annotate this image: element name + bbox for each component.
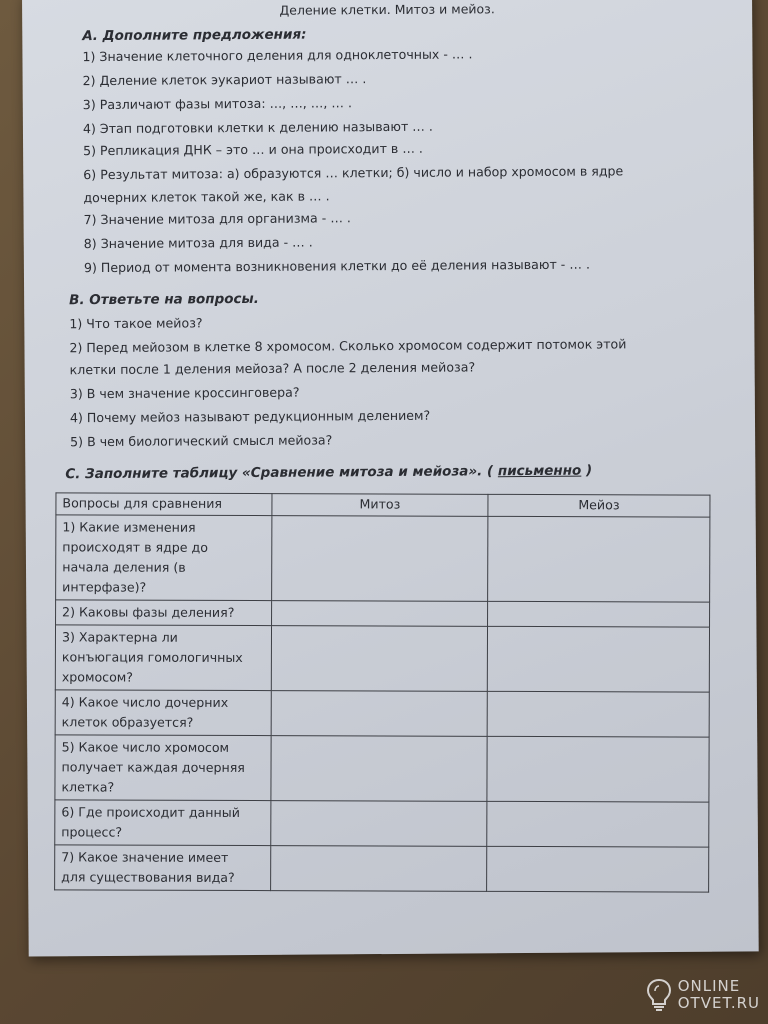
mitosis-answer-cell — [271, 691, 487, 737]
table-row — [56, 600, 710, 627]
mitosis-answer-cell — [271, 736, 487, 802]
question-cell — [56, 600, 272, 626]
question-line: начала деления (в — [62, 559, 186, 575]
mitosis-answer-cell — [272, 516, 488, 602]
watermark-line-2: OTVET.RU — [677, 994, 760, 1012]
comparison-table — [54, 492, 710, 892]
table-row — [55, 845, 709, 892]
question-line: 4) Какое число дочерних — [61, 694, 229, 710]
section-a-item: 9) Период от момента возникновения клетки до её деления называют - … . — [83, 256, 590, 276]
worksheet-page — [22, 0, 759, 957]
section-a-item: 8) Значение митоза для вида - … . — [83, 234, 313, 252]
section-a-item: 6) Результат митоза: а) образуются … клетки; б) число и набор хромосом в ядре — [83, 163, 624, 183]
section-a-item: 1) Значение клеточного деления для одноклеточных - … . — [82, 46, 473, 65]
mitosis-answer-cell — [271, 846, 487, 892]
section-b-item: 5) В чем биологический смысл мейоза? — [70, 432, 333, 450]
section-b-item: 3) В чем значение кроссинговера? — [69, 384, 300, 402]
section-a-item: 3) Различают фазы митоза: …, …, …, … . — [82, 95, 353, 113]
section-a-item: 4) Этап подготовки клетки к делению называют … . — [82, 118, 433, 137]
question-line: 5) Какое число хромосом — [61, 739, 230, 755]
mitosis-answer-cell — [271, 626, 487, 692]
question-line: 6) Где происходит данный — [61, 804, 240, 820]
section-b-title: В. Ответьте на вопросы. — [69, 290, 259, 309]
header-meiosis: Мейоз — [488, 494, 710, 517]
question-cell — [55, 735, 271, 801]
question-line: 3) Характерна ли — [61, 629, 178, 645]
question-line: происходят в ядре до — [62, 539, 209, 555]
question-cell — [56, 515, 272, 601]
question-line: получает каждая дочерняя — [61, 759, 245, 775]
table-row — [55, 800, 709, 847]
section-b-item: 1) Что такое мейоз? — [69, 315, 203, 332]
section-b-item: 4) Почему мейоз называют редукционным делением? — [69, 407, 431, 426]
lightbulb-icon — [646, 978, 672, 1012]
meiosis-answer-cell — [487, 801, 709, 847]
question-line: 1) Какие изменения — [62, 519, 196, 535]
section-a-item: 5) Репликация ДНК – это … и она происходит в … . — [83, 140, 423, 159]
question-line: 2) Каковы фазы деления? — [62, 604, 235, 620]
watermark-line-1: ONLINE — [677, 977, 741, 995]
question-line: хромосом? — [61, 669, 134, 685]
question-cell — [55, 690, 271, 736]
header-questions: Вопросы для сравнения — [56, 493, 272, 516]
question-line: конъюгация гомологичных — [61, 649, 243, 665]
meiosis-answer-cell — [488, 516, 710, 602]
table-row — [55, 625, 709, 692]
mitosis-answer-cell — [271, 801, 487, 847]
meiosis-answer-cell — [488, 601, 710, 627]
watermark-text — [678, 978, 760, 1012]
section-a-item: дочерних клеток такой же, как в … . — [83, 188, 330, 206]
section-b-item: 2) Перед мейозом в клетке 8 хромосом. Сколько хромосом содержит потомок этой — [69, 336, 627, 356]
question-line: клетка? — [61, 779, 115, 795]
question-cell — [55, 845, 271, 891]
section-a-title: А. Дополните предложения: — [82, 26, 307, 45]
meiosis-answer-cell — [487, 736, 709, 802]
mitosis-answer-cell — [272, 601, 488, 627]
section-b-item: клетки после 1 деления мейоза? А после 2 деления мейоза? — [69, 359, 476, 378]
question-cell — [55, 800, 271, 846]
question-line: процесс? — [61, 824, 123, 840]
question-line: клеток образуется? — [61, 714, 194, 730]
document-title: Деление клетки. Митоз и мейоз. — [279, 1, 495, 18]
question-cell — [55, 625, 271, 691]
section-c-title-text: С. Заполните таблицу «Сравнение митоза и мейоза». ( — [65, 463, 494, 483]
table-row — [55, 690, 709, 737]
watermark — [646, 978, 760, 1012]
section-a-item: 7) Значение митоза для организма - … . — [83, 210, 351, 228]
section-c-title-underlined: письменно — [497, 462, 582, 480]
table-header-row — [56, 493, 710, 517]
section-c-title — [65, 463, 592, 483]
table-row — [55, 735, 709, 802]
section-c-title-end: ) — [585, 462, 593, 479]
header-mitosis: Митоз — [272, 494, 488, 517]
meiosis-answer-cell — [487, 626, 709, 692]
table-row — [56, 515, 710, 602]
meiosis-answer-cell — [487, 846, 709, 892]
section-a-item: 2) Деление клеток эукариот называют … . — [82, 71, 367, 89]
meiosis-answer-cell — [487, 691, 709, 737]
question-line: интерфазе)? — [62, 579, 147, 595]
question-line: для существования вида? — [61, 869, 235, 885]
question-line: 7) Какое значение имеет — [61, 849, 229, 865]
